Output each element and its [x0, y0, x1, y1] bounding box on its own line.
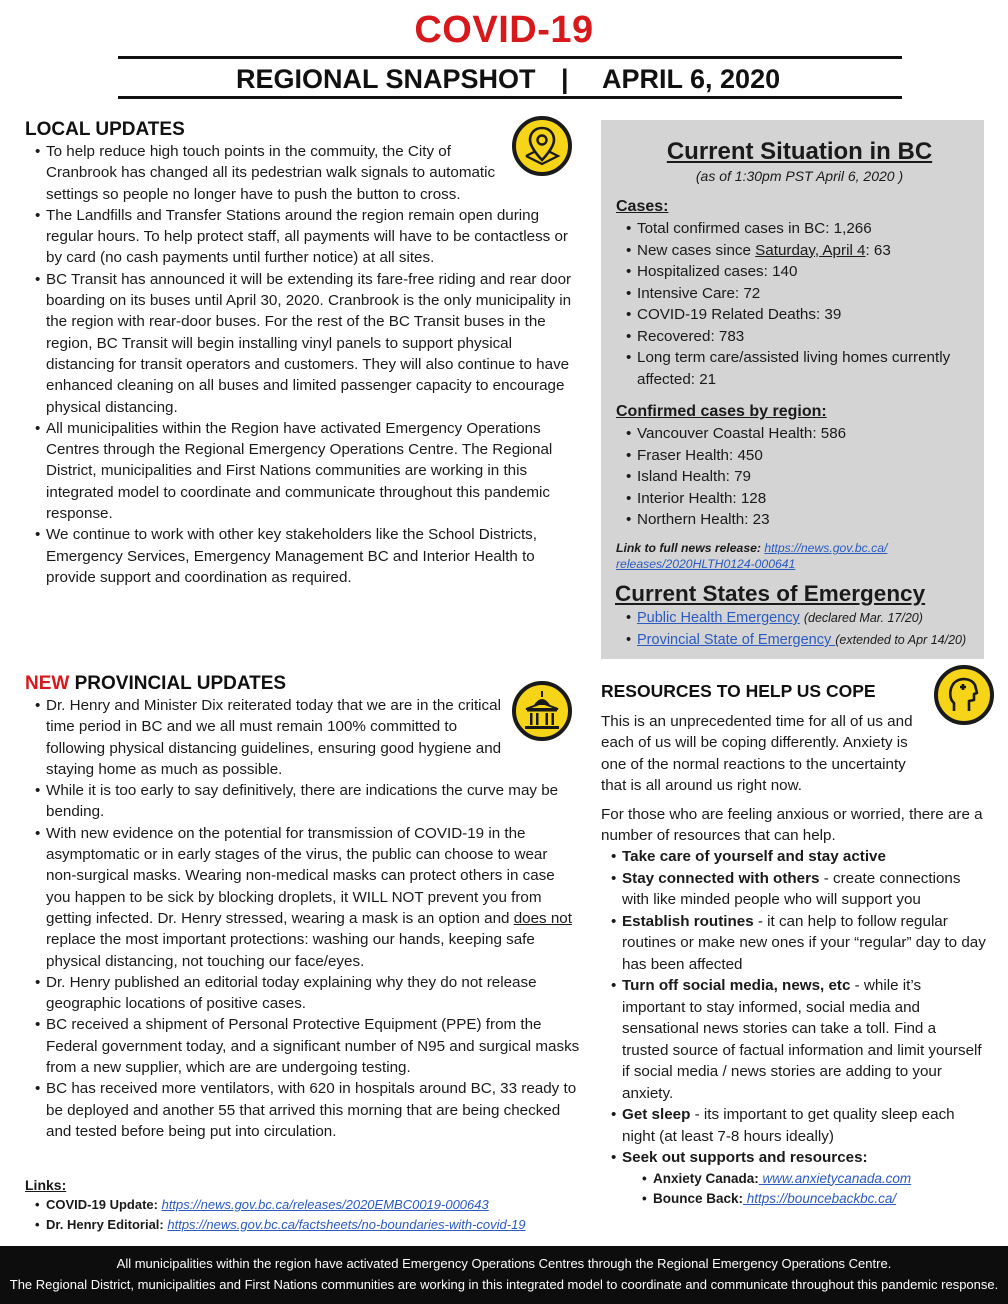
- emergency-item: [616, 607, 984, 629]
- region-stat: [616, 423, 984, 445]
- case-stat: [616, 304, 984, 326]
- emergency-note: (declared Mar. 17/20): [803, 611, 923, 625]
- case-stat-text: Long term care/assisted living homes currently affected: 21: [637, 349, 951, 388]
- covid-update-link[interactable]: https://news.gov.bc.ca/releases/2020EMBC0019-000643: [161, 1197, 489, 1212]
- links-heading: Links:: [25, 1177, 67, 1193]
- case-stat: [616, 218, 984, 240]
- case-stat-text: COVID-19 Related Deaths: 39: [637, 306, 842, 323]
- header-bottom-rule: [118, 96, 902, 99]
- provincial-update-text: Dr. Henry published an editorial today explaining why they do not release geographic locations of positive cases.: [46, 973, 537, 1013]
- coping-tip-title: Get sleep: [622, 1106, 691, 1123]
- support-label: Anxiety Canada:: [653, 1170, 759, 1186]
- support-link-item: [632, 1189, 986, 1209]
- provincial-updates-label: PROVINCIAL UPDATES: [74, 673, 287, 694]
- bc-situation-title: Current Situation in BC: [666, 138, 933, 165]
- local-update-item: [25, 524, 580, 588]
- resources-intro-text: This is an unprecedented time for all of us and each of us will be coping differently. Anxiety is one of the normal reactions to the uncertainty that is all around us right now.: [601, 713, 913, 794]
- coping-tip: [601, 975, 986, 1104]
- provincial-update-text: While it is too early to say definitively, there are indications the curve may be bending.: [46, 782, 559, 821]
- provincial-update-text: Dr. Henry and Minister Dix reiterated today that we are in the critical time period in BC and we all must remain 100% committed to following physical distancing guidelines, ensuring good hygiene and staying home as much as possible.: [46, 697, 502, 778]
- provincial-update-item: [25, 695, 580, 780]
- states-of-emergency-title: Current States of Emergency: [615, 581, 926, 606]
- news-release-label: Link to full news release:: [616, 541, 761, 555]
- bounce-back-link[interactable]: https://bouncebackbc.ca/: [743, 1190, 897, 1206]
- case-stat: [616, 347, 984, 390]
- case-stat-text: Intensive Care: 72: [637, 284, 761, 302]
- provincial-update-text: replace the most important protections: washing our hands, keeping safe physical distancing, not touching our face/eyes.: [46, 931, 535, 970]
- cases-list: [616, 218, 984, 390]
- header-top-rule: [118, 56, 902, 59]
- coping-tip: [601, 868, 986, 911]
- states-of-emergency-list: [616, 607, 984, 651]
- page-subtitle: [118, 62, 902, 96]
- news-release-link-block: [616, 540, 984, 572]
- provincial-update-emphasis: does not: [513, 909, 572, 927]
- local-update-text: All municipalities within the Region have activated Emergency Operations Centres through the Regional Emergency Operations Centre. The Regional District, municipalities and First Nations communities are working in this integrated model to coordinate and communicate throughout this pandemic response.: [46, 419, 553, 523]
- provincial-update-item: [25, 823, 580, 972]
- provincial-update-text: With new evidence on the potential for transmission of COVID-19 in the asymptomatic or in early stages of the virus, the public can choose to wear non-surgical masks. Wearing non-medical masks can protect others in case you happen to be sick by blocking droplets, it WILL NOT prevent you from getting infected. Dr. Henry stressed, wearing a mask is an option and: [46, 824, 555, 927]
- coping-tip-title: Take care of yourself and stay active: [622, 848, 886, 865]
- news-release-link[interactable]: https://news.gov.bc.ca/: [764, 541, 888, 555]
- provincial-update-item: [25, 780, 580, 823]
- coping-tip-title: Seek out supports and resources:: [622, 1149, 868, 1166]
- link-label: Dr. Henry Editorial:: [46, 1217, 164, 1232]
- coping-tip-text: - create connections with like minded people who will support you: [622, 869, 961, 908]
- region-stat: [616, 509, 984, 531]
- case-stat-date: Saturday, April 4: [755, 241, 866, 259]
- public-health-emergency-link[interactable]: Public Health Emergency: [637, 610, 800, 626]
- provincial-update-text: BC received a shipment of Personal Protective Equipment (PPE) from the Federal government today, and a significant number of N95 and surgical masks from a new supplier, which are are undergoing testing.: [46, 1016, 580, 1077]
- subtitle-separator: |: [561, 64, 569, 94]
- case-stat: [616, 240, 984, 262]
- cases-label: Cases:: [616, 198, 669, 215]
- local-update-item: [25, 205, 580, 269]
- case-stat-value: : 63: [865, 241, 891, 259]
- region-stat-text: Northern Health: 23: [637, 511, 770, 528]
- provincial-updates-heading: [25, 673, 286, 695]
- provincial-update-item: [25, 972, 580, 1015]
- region-stat-text: Fraser Health: 450: [637, 446, 763, 464]
- region-stat-text: Island Health: 79: [637, 468, 751, 485]
- support-label: Bounce Back:: [653, 1190, 744, 1206]
- coping-tip-text: - it can help to follow regular routines or make new ones if your “regular” day to day has been affected: [622, 912, 986, 973]
- coping-tip-text: - its important to get quality sleep each night (at least 7-8 hours ideally): [622, 1106, 955, 1145]
- local-update-item: [25, 418, 580, 524]
- coping-tip: [601, 911, 986, 976]
- footer-line-2: The Regional District, municipalities and First Nations communities are working in this integrated model to coordinate and communicate throughout this pandemic response.: [9, 1277, 999, 1292]
- local-update-item: [25, 269, 580, 418]
- provincial-emergency-link[interactable]: Provincial State of Emergency: [637, 632, 836, 648]
- local-updates-list: [25, 141, 580, 588]
- region-stat: [616, 488, 984, 510]
- case-stat: [616, 261, 984, 283]
- coping-tip-text: - while it’s important to stay informed, social media and sensational news stories can take a toll. Find a trusted source of factual information and limit yourself if social media / news stories are adding to your anxiety.: [622, 977, 982, 1102]
- footer-line-1: All municipalities within the region have activated Emergency Operations Centres through the Regional Emergency Operations Centre.: [116, 1256, 892, 1271]
- mental-health-head-icon: [934, 665, 994, 725]
- coping-tip: [601, 846, 986, 868]
- case-stat-text: Recovered: 783: [637, 327, 745, 345]
- provincial-update-text: BC has received more ventilators, with 620 in hospitals around BC, 33 ready to be deployed and another 55 that arrived this morning that are being checked and tested before being put into circulation.: [46, 1080, 577, 1140]
- link-label: COVID-19 Update:: [46, 1197, 158, 1212]
- footer-bar: [0, 1246, 1008, 1304]
- resources-heading: RESOURCES TO HELP US COPE: [601, 681, 876, 701]
- provincial-update-item: [25, 1078, 580, 1142]
- local-update-text: The Landfills and Transfer Stations around the region remain open during regular hours. To help protect staff, all payments will have to be contactless or by card (no cash payments until further notice) at all sites.: [46, 206, 568, 267]
- case-stat-text: New cases since: [637, 241, 756, 259]
- links-list: [25, 1195, 585, 1235]
- anxiety-canada-link[interactable]: www.anxietycanada.com: [758, 1170, 912, 1186]
- coping-tip: [601, 1104, 986, 1147]
- local-update-text: We continue to work with other key stakeholders like the School Districts, Emergency Services, Emergency Management BC and Interior Health to provide support and coordination as required.: [46, 526, 537, 586]
- resources-intro: [601, 711, 931, 796]
- regions-list: [616, 423, 984, 531]
- coping-tip: [601, 1147, 986, 1209]
- case-stat: [616, 326, 984, 348]
- link-item-editorial: [25, 1215, 585, 1235]
- local-updates-heading: LOCAL UPDATES: [25, 119, 185, 140]
- local-update-text: To help reduce high touch points in the commuity, the City of Cranbrook has changed all its pedestrian walk signals to automatic settings so people no longer have to push the button to cross.: [46, 143, 496, 203]
- provincial-updates-list: [25, 695, 580, 1142]
- support-links-list: [632, 1169, 986, 1209]
- link-item-covid-update: [25, 1195, 585, 1215]
- provincial-update-item: [25, 1014, 580, 1078]
- coping-tip-title: Turn off social media, news, etc: [622, 977, 851, 994]
- region-stat-text: Vancouver Coastal Health: 586: [637, 425, 847, 442]
- coping-tips-list: [601, 846, 986, 1209]
- news-release-link-continued[interactable]: releases/2020HLTH0124-000641: [616, 557, 796, 571]
- region-stat-text: Interior Health: 128: [637, 489, 767, 507]
- coping-tip-title: Establish routines: [622, 912, 754, 930]
- page-title: COVID-19: [414, 9, 594, 51]
- subtitle-date: APRIL 6, 2020: [602, 64, 781, 94]
- resources-intro-2: For those who are feeling anxious or worried, there are a number of resources that can help.: [601, 806, 983, 845]
- coping-tip-title: Stay connected with others: [622, 869, 820, 887]
- region-stat: [616, 466, 984, 488]
- bc-situation-timestamp: (as of 1:30pm PST April 6, 2020 ): [695, 168, 904, 184]
- case-stat-text: Total confirmed cases in BC: 1,266: [637, 220, 872, 237]
- regions-label: Confirmed cases by region:: [616, 403, 827, 420]
- case-stat: [616, 283, 984, 305]
- case-stat-text: Hospitalized cases: 140: [637, 263, 798, 280]
- region-stat: [616, 445, 984, 467]
- subtitle-regional-snapshot: REGIONAL SNAPSHOT: [236, 64, 536, 94]
- local-update-text: BC Transit has announced it will be extending its fare-free riding and rear door boarding on its buses until April 30, 2020. Cranbrook is the only municipality in the region with rear-door buses. For the rest of the BC Transit buses in the region, BC Transit will begin installing vinyl panels to support physical distancing for transit operators and customers. They will also continue to have enhanced cleaning on all buses and limited passenger capacity to encourage physical distancing.: [46, 270, 572, 416]
- local-update-item: [25, 141, 580, 205]
- support-link-item: [632, 1169, 986, 1189]
- editorial-link[interactable]: https://news.gov.bc.ca/factsheets/no-boundaries-with-covid-19: [167, 1217, 526, 1232]
- emergency-item: [616, 629, 984, 651]
- new-label: NEW: [25, 673, 70, 694]
- emergency-note: (extended to Apr 14/20): [835, 633, 967, 647]
